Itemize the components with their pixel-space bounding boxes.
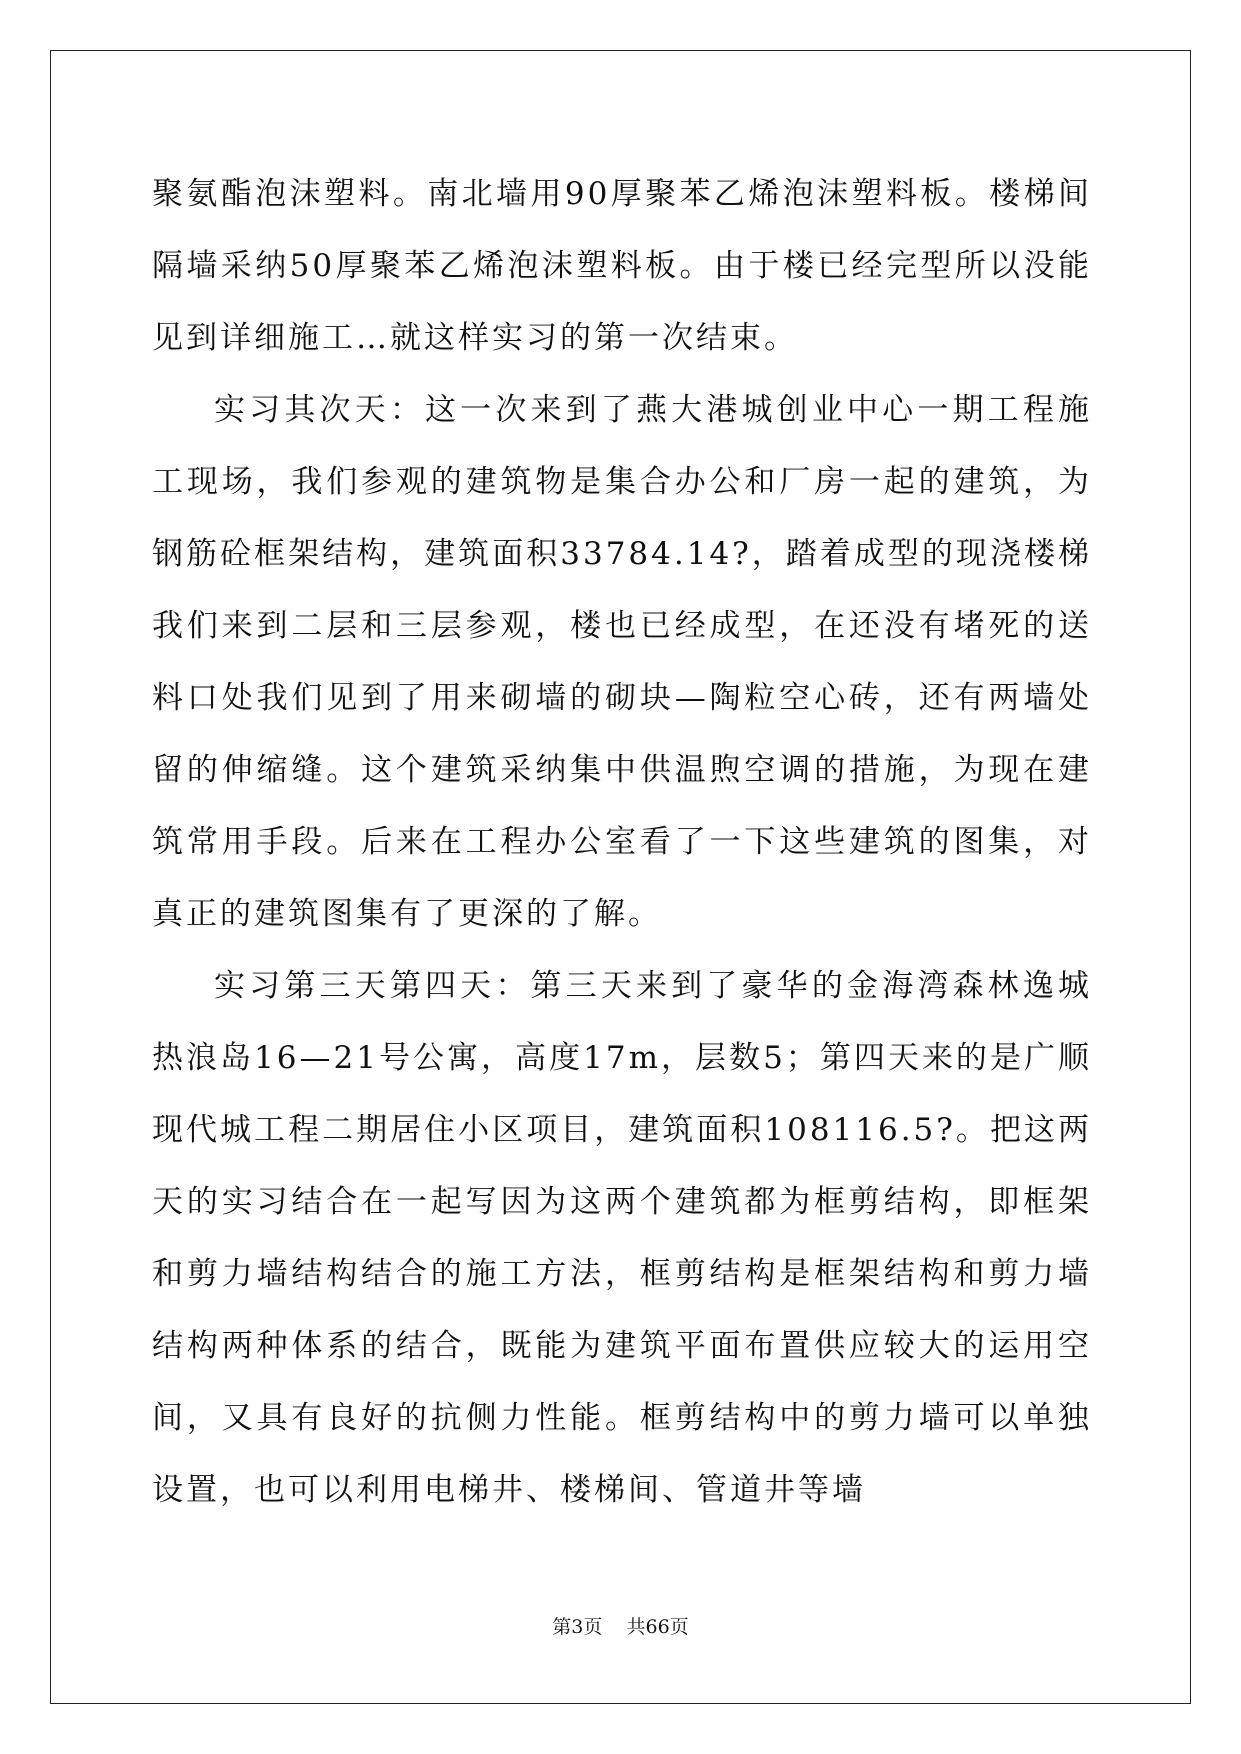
document-body (152, 158, 1092, 1526)
paragraph-1: 聚氨酯泡沫塑料。南北墙用90厚聚苯乙烯泡沫塑料板。楼梯间隔墙采纳50厚聚苯乙烯泡沫塑料板。由于楼已经完型所以没能见到详细施工…就这样实习的第一次结束。 (152, 176, 1092, 356)
total-pages: 共66页 (626, 1616, 689, 1638)
page-number: 第3页 (552, 1616, 603, 1638)
page-footer (0, 1612, 1241, 1639)
paragraph-2: 实习其次天：这一次来到了燕大港城创业中心一期工程施工现场，我们参观的建筑物是集合办公和厂房一起的建筑，为钢筋砼框架结构，建筑面积33784.14?，踏着成型的现浇楼梯我们来到二层和三层参观，楼也已经成型，在还没有堵死的送料口处我们见到了用来砌墙的砌块—陶粒空心砖，还有两墙处留的伸缩缝。这个建筑采纳集中供温煦空调的措施，为现在建筑常用手段。后来在工程办公室看了一下这些建筑的图集，对真正的建筑图集有了更深的了解。 (152, 392, 1092, 932)
paragraph-3: 实习第三天第四天：第三天来到了豪华的金海湾森林逸城热浪岛16—21号公寓，高度17m，层数5；第四天来的是广顺现代城工程二期居住小区项目，建筑面积108116.5?。把这两天的实习结合在一起写因为这两个建筑都为框剪结构，即框架和剪力墙结构结合的施工方法，框剪结构是框架结构和剪力墙结构两种体系的结合，既能为建筑平面布置供应较大的运用空间，又具有良好的抗侧力性能。框剪结构中的剪力墙可以单独设置，也可以利用电梯井、楼梯间、管道井等墙 (152, 968, 1092, 1508)
